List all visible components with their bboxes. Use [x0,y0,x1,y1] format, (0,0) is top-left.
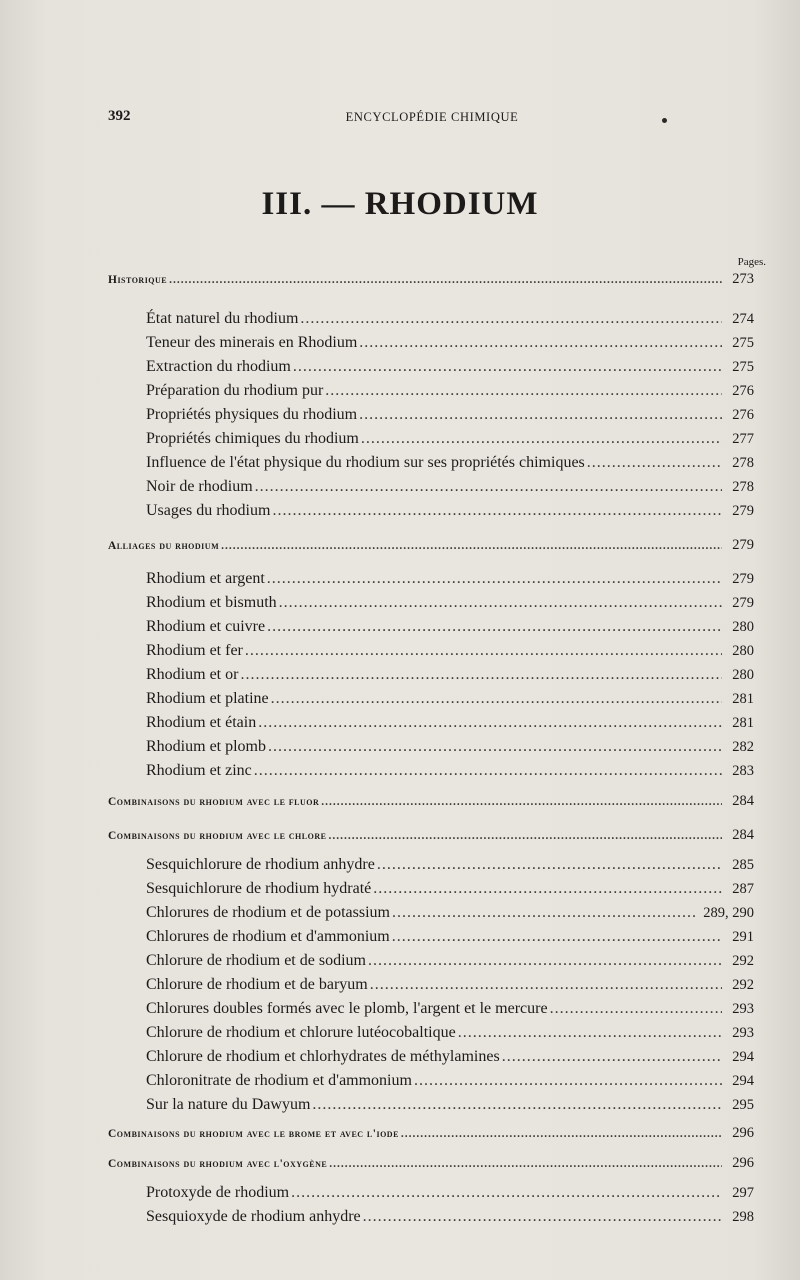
dot-leader [291,1182,722,1204]
toc-entry-line [146,592,754,614]
dot-leader [272,500,722,522]
toc-entry-label: Rhodium et étain [146,714,257,731]
dot-leader [293,356,722,378]
toc-entry-line [146,664,754,686]
toc-entry-line [146,736,754,758]
dot-leader [373,878,722,900]
toc-page-number: 279 [732,595,754,611]
toc-entry-line [146,1206,754,1228]
dot-leader [550,998,722,1020]
dot-leader [329,1153,722,1175]
toc-entry-line [146,308,754,330]
toc-entry-label: Rhodium et argent [146,570,265,587]
running-title: ENCYCLOPÉDIE CHIMIQUE [345,110,519,124]
toc-page-number: 281 [732,691,754,707]
dot-leader [255,476,722,498]
toc-page-number: 280 [732,619,754,635]
toc-page-number: 294 [732,1073,754,1089]
toc-page-number: 284 [732,793,754,809]
toc-entry-line [146,1070,754,1092]
toc-page-number: 279 [732,503,754,519]
toc-entry-label: Teneur des minerais en Rhodium [146,334,358,351]
toc-entry-line [146,332,754,354]
toc-entry-label: Rhodium et plomb [146,738,266,755]
toc-entry-label: Rhodium et cuivre [146,618,266,635]
dot-leader [377,854,722,876]
toc-page-number: 293 [732,1001,754,1017]
toc-entry-label: Chlorure de rhodium et chlorure lutéocobaltique [146,1024,456,1041]
toc-entry-line [146,926,754,948]
dot-leader [245,640,722,662]
dot-leader [271,688,722,710]
toc-entry-line [146,1046,754,1068]
toc-entry-label: Rhodium et zinc [146,762,252,779]
toc-entry-line [146,998,754,1020]
toc-page-number: 282 [732,739,754,755]
dot-leader [370,974,722,996]
dot-leader [325,380,722,402]
toc-page-number: 287 [732,881,754,897]
toc-entry-line [146,640,754,662]
toc-entry-label: Noir de rhodium [146,478,253,495]
toc-entry-label: Extraction du rhodium [146,358,291,375]
dot-leader [363,1206,722,1228]
toc-section-label: Combinaisons du rhodium avec l'oxygène [108,1158,328,1170]
toc-entry-label: Rhodium et bismuth [146,594,277,611]
toc-entry-label: Sesquioxyde de rhodium anhydre [146,1208,361,1225]
toc-entry-line [146,1182,754,1204]
toc-entry-label: Chlorure de rhodium et chlorhydrates de méthylamines [146,1048,500,1065]
toc-entry-line [146,428,754,450]
toc-entry-line [146,902,754,924]
toc-entry-label: Rhodium et platine [146,690,269,707]
toc-entry-label: Rhodium et fer [146,642,243,659]
toc-page-number: 276 [732,383,754,399]
toc-page-number: 296 [732,1125,754,1141]
toc-entry-line [146,1094,754,1116]
toc-entry-line [146,404,754,426]
toc-section-line [108,534,754,556]
toc-entry-label: Chloronitrate de rhodium et d'ammonium [146,1072,412,1089]
toc-page-number: 281 [732,715,754,731]
page-number: 392 [108,108,131,124]
toc-entry-label: Sesquichlorure de rhodium hydraté [146,880,372,897]
toc-section-line [108,824,754,846]
toc-page-number: 291 [732,929,754,945]
dot-leader [267,568,722,590]
toc-page-number: 289, 290 [703,905,754,921]
dot-leader [458,1022,722,1044]
toc-page-number: 283 [732,763,754,779]
toc-page-number: 280 [732,667,754,683]
toc-page-number: 295 [732,1097,754,1113]
toc-entry-line [146,760,754,782]
toc-section-line [108,268,754,290]
dot-leader [368,950,722,972]
dot-leader [279,592,722,614]
toc-entry-label: Sesquichlorure de rhodium anhydre [146,856,375,873]
toc-entry-line [146,356,754,378]
toc-entry-label: Rhodium et or [146,666,239,683]
toc-page-number: 278 [732,479,754,495]
toc-section-label: Combinaisons du rhodium avec le brome et avec l'iode [108,1128,399,1140]
toc-page-number: 297 [732,1185,754,1201]
toc-entry-line [146,878,754,900]
toc-entry-line [146,854,754,876]
chapter-title: III. — RHODIUM [261,186,539,222]
toc-page-number: 275 [732,359,754,375]
toc-page-number: 274 [732,311,754,327]
toc-page-number: 279 [732,571,754,587]
toc-entry-label: Chlorures doubles formés avec le plomb, l'argent et le mercure [146,1000,548,1017]
toc-page-number: 296 [732,1155,754,1171]
toc-section-line [108,1122,754,1144]
toc-entry-line [146,452,754,474]
toc-page-number: 280 [732,643,754,659]
toc-page-number: 298 [732,1209,754,1225]
toc-entry-label: Influence de l'état physique du rhodium sur ses propriétés chimiques [146,454,585,471]
dot-leader [321,791,722,813]
toc-entry-line [146,500,754,522]
toc-page-number: 294 [732,1049,754,1065]
dot-leader [359,332,722,354]
toc-page-number: 277 [732,431,754,447]
toc-entry-line [146,568,754,590]
toc-section-label: Combinaisons du rhodium avec le fluor [108,796,320,808]
toc-entry-label: Chlorures de rhodium et d'ammonium [146,928,390,945]
toc-page-number: 278 [732,455,754,471]
toc-entry-line [146,974,754,996]
toc-page-number: 275 [732,335,754,351]
toc-page-number: 293 [732,1025,754,1041]
toc-entry-line [146,616,754,638]
dot-leader [392,902,697,924]
toc-entry-line [146,380,754,402]
dot-leader [267,616,722,638]
toc-page-number: 292 [732,953,754,969]
toc-page-number: 273 [732,271,754,287]
toc-page-number: 292 [732,977,754,993]
dot-leader [169,269,722,291]
dot-leader [392,926,722,948]
toc-entry-line [146,712,754,734]
toc-entry-label: Chlorure de rhodium et de baryum [146,976,368,993]
toc-entry-label: Propriétés physiques du rhodium [146,406,358,423]
toc-entry-label: Propriétés chimiques du rhodium [146,430,359,447]
dot-leader [221,535,722,557]
toc-entry-label: Chlorure de rhodium et de sodium [146,952,366,969]
dot-leader [268,736,722,758]
dot-leader [359,404,722,426]
dot-leader [254,760,722,782]
pages-column-label: Pages. [737,256,766,268]
toc-page-number: 279 [732,537,754,553]
toc-section-label: Alliages du rhodium [108,540,220,552]
toc-entry-line [146,688,754,710]
toc-entry-label: Usages du rhodium [146,502,271,519]
dot-leader [414,1070,722,1092]
dot-leader [312,1094,722,1116]
dot-leader [240,664,722,686]
toc-page-number: 276 [732,407,754,423]
toc-section-line [108,790,754,812]
toc-entry-label: État naturel du rhodium [146,310,299,327]
toc-entry-label: Sur la nature du Dawyum [146,1096,311,1113]
toc-section-label: Historique [108,274,168,286]
toc-entry-label: Préparation du rhodium pur [146,382,324,399]
toc-page-number: 284 [732,827,754,843]
toc-entry-line [146,476,754,498]
toc-page-number: 285 [732,857,754,873]
dot-leader [587,452,722,474]
dot-leader [361,428,722,450]
dot-leader [401,1123,722,1145]
toc-entry-line [146,950,754,972]
toc-entry-label: Protoxyde de rhodium [146,1184,290,1201]
dot-leader [258,712,722,734]
toc-section-label: Combinaisons du rhodium avec le chlore [108,830,327,842]
dot-leader [502,1046,722,1068]
dot-leader [300,308,722,330]
dot-leader [328,825,722,847]
toc-entry-line [146,1022,754,1044]
toc-entry-label: Chlorures de rhodium et de potassium [146,904,390,921]
toc-section-line [108,1152,754,1174]
